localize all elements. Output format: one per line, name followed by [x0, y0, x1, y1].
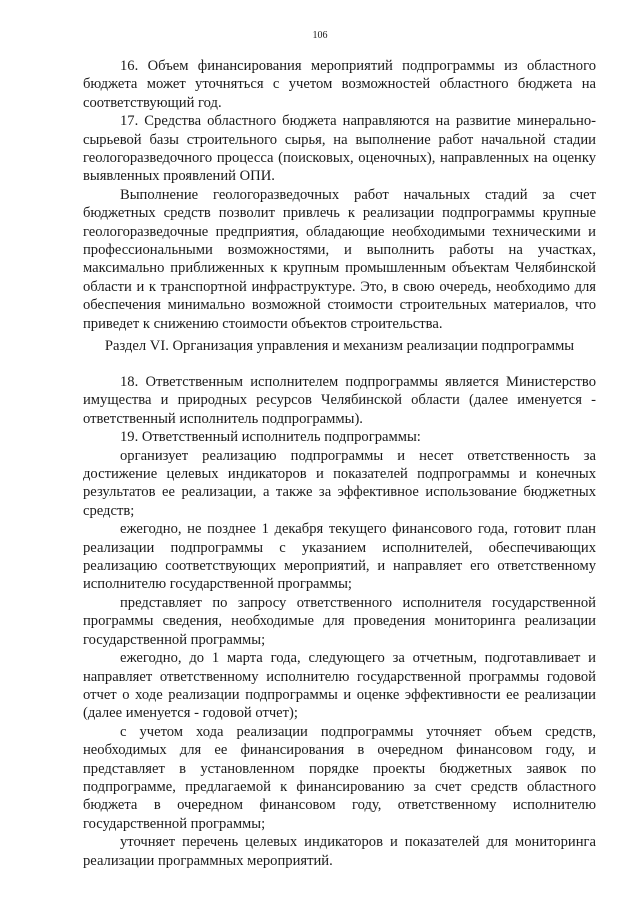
page-number: 106	[312, 30, 328, 41]
paragraph-17: 17. Средства областного бюджета направляются на развитие минерально-сырьевой базы строительного сырья, на выполнение работ начальной стадии геологоразведочного процесса (поисковых, оценочных), направленных на оценку выявленных проявлений ОПИ.	[83, 113, 596, 185]
paragraph-geological-works: Выполнение геологоразведочных работ начальных стадий за счет бюджетных средств позволит привлечь к реализации подпрограммы крупные геологоразведочные предприятия, обладающие необходимыми техническими и профессиональными возможностями, и выполнить работы на участках, максимально приближенных к крупным промышленным объектам Челябинской области и к транспортной инфраструктуре. Это, в свою очередь, необходимо для обеспечения минимально возможной стоимости строительных материалов, что приведет к снижению стоимости объектов строительства.	[83, 186, 596, 332]
list-item-provides-info: представляет по запросу ответственного исполнителя государственной программы сведения, необходимые для проведения мониторинга реализации государственной программы;	[83, 594, 596, 648]
list-item-budget-requests: с учетом хода реализации подпрограммы уточняет объем средств, необходимых для ее финансирования в очередном финансовом году, и представляет в установленном порядке проекты бюджетных заявок по подпрограмме, предлагаемой к финансированию за счет средств областного бюджета в очередном финансовом году, ответственному исполнителю государственной программы;	[83, 723, 596, 832]
paragraph-18: 18. Ответственным исполнителем подпрограммы является Министерство имущества и природных ресурсов Челябинской области (далее именуется - ответственный исполнитель подпрограммы).	[83, 374, 596, 427]
list-item-annual-report: ежегодно, до 1 марта года, следующего за отчетным, подготавливает и направляет ответственному исполнителю государственной программы годовой отчет о ходе реализации подпрограммы и оценке эффективности ее реализации (далее именуется - годовой отчет);	[83, 650, 596, 722]
paragraph-16: 16. Объем финансирования мероприятий подпрограммы из областного бюджета может уточняться с учетом возможностей областного бюджета на соответствующий год.	[83, 58, 596, 111]
section-title: Раздел VI. Организация управления и механизм реализации подпрограммы	[104, 338, 575, 354]
paragraph-19: 19. Ответственный исполнитель подпрограммы:	[120, 429, 421, 446]
list-item-indicators: уточняет перечень целевых индикаторов и показателей для мониторинга реализации программных мероприятий.	[83, 834, 596, 869]
list-item-organizes: организует реализацию подпрограммы и несет ответственность за достижение целевых индикаторов и показателей подпрограммы и конечных результатов ее реализации, а также за эффективное использование бюджетных средств;	[83, 447, 596, 519]
list-item-annual-plan: ежегодно, не позднее 1 декабря текущего финансового года, готовит план реализации подпрограммы с указанием исполнителей, обеспечивающих реализацию соответствующих мероприятий, и направляет его ответственному исполнителю государственной программы;	[83, 521, 596, 593]
body-text-top	[83, 57, 596, 333]
body-text-bottom	[83, 373, 596, 870]
